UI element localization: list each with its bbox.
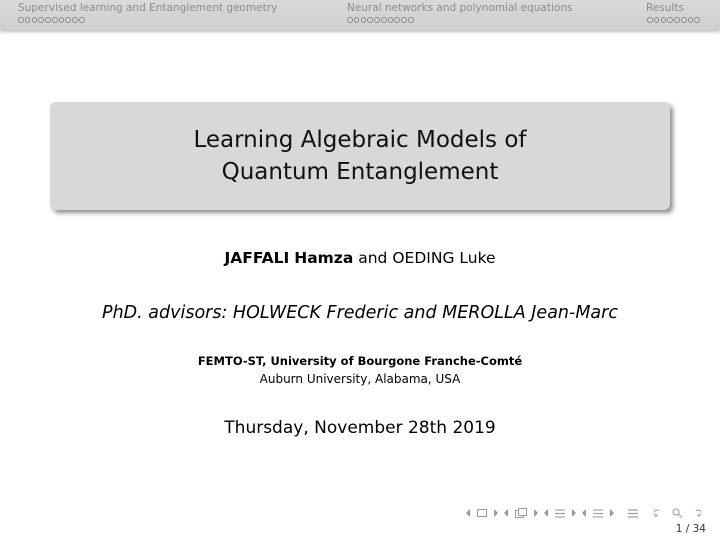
frame-icon[interactable] (477, 509, 487, 517)
title-block (50, 102, 670, 210)
author1-last-name: JAFFALI (224, 249, 290, 267)
forward-loop-icon[interactable] (689, 509, 701, 518)
beamer-navigation-symbols (466, 506, 701, 520)
frame-dot[interactable] (694, 17, 700, 23)
frame-dot[interactable] (408, 17, 414, 23)
frame-dot[interactable] (59, 17, 65, 23)
frame-dot[interactable] (674, 17, 680, 23)
frame-dot[interactable] (681, 17, 687, 23)
frame-dot[interactable] (401, 17, 407, 23)
section-navigation-bar (0, 0, 720, 30)
frame-dot[interactable] (381, 17, 387, 23)
nav-right-arrow-icon[interactable] (533, 509, 538, 517)
nav-section-title[interactable]: Neural networks and polynomial equations (347, 2, 573, 14)
frame-dot[interactable] (72, 17, 78, 23)
institution-primary: FEMTO-ST, University of Bourgone Franche-Comté (197, 354, 523, 368)
author2-name: OEDING Luke (392, 249, 496, 267)
frame-dot[interactable] (52, 17, 58, 23)
nav-left-arrow-icon[interactable] (504, 509, 509, 517)
frame-dot[interactable] (354, 17, 360, 23)
frame-dot[interactable] (38, 17, 44, 23)
author-conjunction: and (358, 249, 388, 267)
frame-dot[interactable] (654, 17, 660, 23)
subsection-icon[interactable] (515, 508, 527, 518)
frame-dot[interactable] (374, 17, 380, 23)
nav-section-title[interactable]: Supervised learning and Entanglement geometry (18, 2, 278, 14)
frame-dots (347, 17, 572, 23)
institution-secondary: Auburn University, Alabama, USA (259, 372, 461, 386)
frame-dot[interactable] (394, 17, 400, 23)
frame-dot[interactable] (65, 17, 71, 23)
nav-left-arrow-icon[interactable] (582, 509, 587, 517)
page-number: 1 / 34 (675, 523, 706, 535)
nav-section-neural-networks[interactable] (347, 2, 572, 23)
frame-dot[interactable] (25, 17, 31, 23)
authors-line (0, 249, 720, 267)
nav-left-arrow-icon[interactable] (466, 509, 471, 517)
frame-dot[interactable] (361, 17, 367, 23)
frame-dots (647, 17, 700, 23)
frame-dot[interactable] (388, 17, 394, 23)
presentation-date: Thursday, November 28th 2019 (224, 418, 496, 438)
presentation-title-line-1: Learning Algebraic Models of (193, 127, 527, 153)
nav-section-supervised-learning[interactable] (18, 2, 277, 23)
document-icon[interactable] (593, 509, 603, 518)
frame-dot[interactable] (667, 17, 673, 23)
search-icon[interactable] (672, 508, 683, 518)
frame-dot[interactable] (347, 17, 353, 23)
frame-dot[interactable] (647, 17, 653, 23)
nav-right-arrow-icon[interactable] (571, 509, 576, 517)
author1-first-name: Hamza (294, 249, 354, 267)
frame-dot[interactable] (367, 17, 373, 23)
section-icon[interactable] (555, 509, 565, 518)
align-icon[interactable] (628, 509, 638, 518)
nav-section-title[interactable]: Results (646, 2, 684, 14)
back-loop-icon[interactable] (654, 509, 666, 518)
nav-section-results[interactable] (646, 2, 700, 23)
nav-right-arrow-icon[interactable] (609, 509, 614, 517)
frame-dot[interactable] (661, 17, 667, 23)
nav-right-arrow-icon[interactable] (493, 509, 498, 517)
frame-dot[interactable] (79, 17, 85, 23)
frame-dot[interactable] (18, 17, 24, 23)
nav-left-arrow-icon[interactable] (544, 509, 549, 517)
presentation-title-line-2: Quantum Entanglement (221, 159, 499, 185)
frame-dot[interactable] (688, 17, 694, 23)
frame-dot[interactable] (45, 17, 51, 23)
frame-dot[interactable] (32, 17, 38, 23)
advisors-line: PhD. advisors: HOLWECK Frederic and MEROLLA Jean-Marc (102, 303, 618, 323)
frame-dots (18, 17, 277, 23)
